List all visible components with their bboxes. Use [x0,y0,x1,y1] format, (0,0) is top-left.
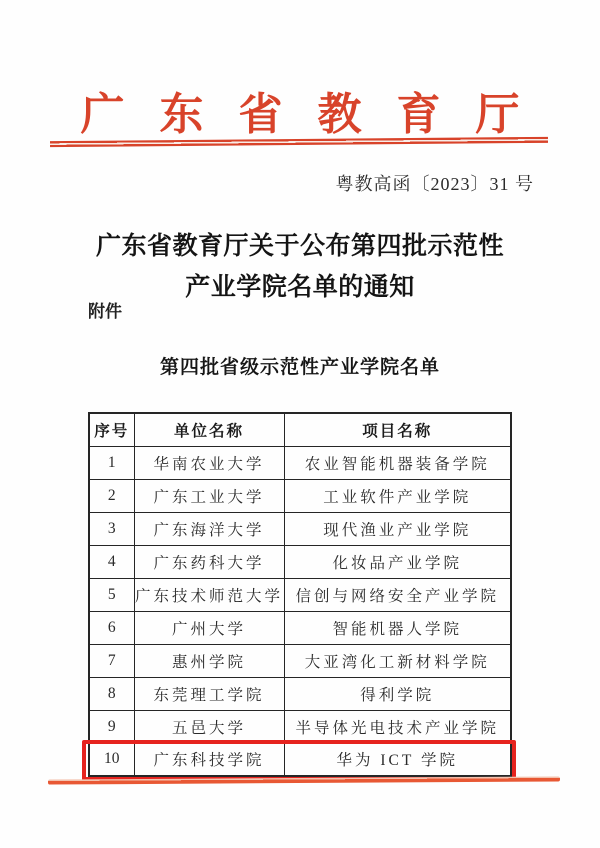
cell-unit: 广东海洋大学 [134,512,284,545]
college-table [88,412,512,777]
cell-unit: 广州大学 [134,611,284,644]
cell-no: 5 [89,578,134,611]
attachment-label: 附件 [88,302,122,321]
cell-project: 信创与网络安全产业学院 [284,578,511,611]
cell-project: 智能机器人学院 [284,611,511,644]
table-row [89,611,511,644]
cell-no: 8 [89,677,134,710]
header-row [89,413,511,446]
notice-title-line1: 广东省教育厅关于公布第四批示范性 [95,233,504,260]
cell-no: 3 [89,512,134,545]
table-row [89,644,511,677]
cell-no: 7 [89,644,134,677]
table-row [89,545,511,578]
table-row-highlighted [89,743,511,776]
table-header [89,413,511,446]
letterhead-org-name: 广 东 省 教 育 厅 [80,90,532,139]
table-row [89,578,511,611]
table-row [89,479,511,512]
bottom-decorative-line [48,776,560,784]
cell-no: 4 [89,545,134,578]
cell-no: 9 [89,710,134,743]
cell-project: 农业智能机器装备学院 [284,446,511,479]
cell-unit: 广东工业大学 [134,479,284,512]
cell-unit: 五邑大学 [134,710,284,743]
table-row [89,677,511,710]
cell-project: 大亚湾化工新材料学院 [284,644,511,677]
table-body [89,446,511,776]
table-row [89,710,511,743]
cell-project: 得利学院 [284,677,511,710]
cell-project: 现代渔业产业学院 [284,512,511,545]
cell-unit: 华南农业大学 [134,446,284,479]
cell-project: 华为 ICT 学院 [284,743,511,776]
cell-unit: 广东技术师范大学 [134,578,284,611]
cell-no: 10 [89,743,134,776]
column-header-project: 项目名称 [284,413,511,446]
table-row [89,512,511,545]
notice-title-line2: 产业学院名单的通知 [185,274,415,301]
cell-unit: 惠州学院 [134,644,284,677]
notice-title [0,226,600,308]
cell-no: 2 [89,479,134,512]
cell-unit: 广东科技学院 [134,743,284,776]
cell-no: 6 [89,611,134,644]
cell-project: 工业软件产业学院 [284,479,511,512]
doc-number: 粤教高函〔2023〕31 号 [335,174,534,194]
cell-unit: 东莞理工学院 [134,677,284,710]
table-row [89,446,511,479]
cell-no: 1 [89,446,134,479]
table-caption: 第四批省级示范性产业学院名单 [159,357,440,378]
cell-unit: 广东药科大学 [134,545,284,578]
cell-project: 半导体光电技术产业学院 [284,710,511,743]
column-header-no: 序号 [89,413,134,446]
table-wrap [88,412,510,777]
cell-project: 化妆品产业学院 [284,545,511,578]
column-header-unit: 单位名称 [134,413,284,446]
